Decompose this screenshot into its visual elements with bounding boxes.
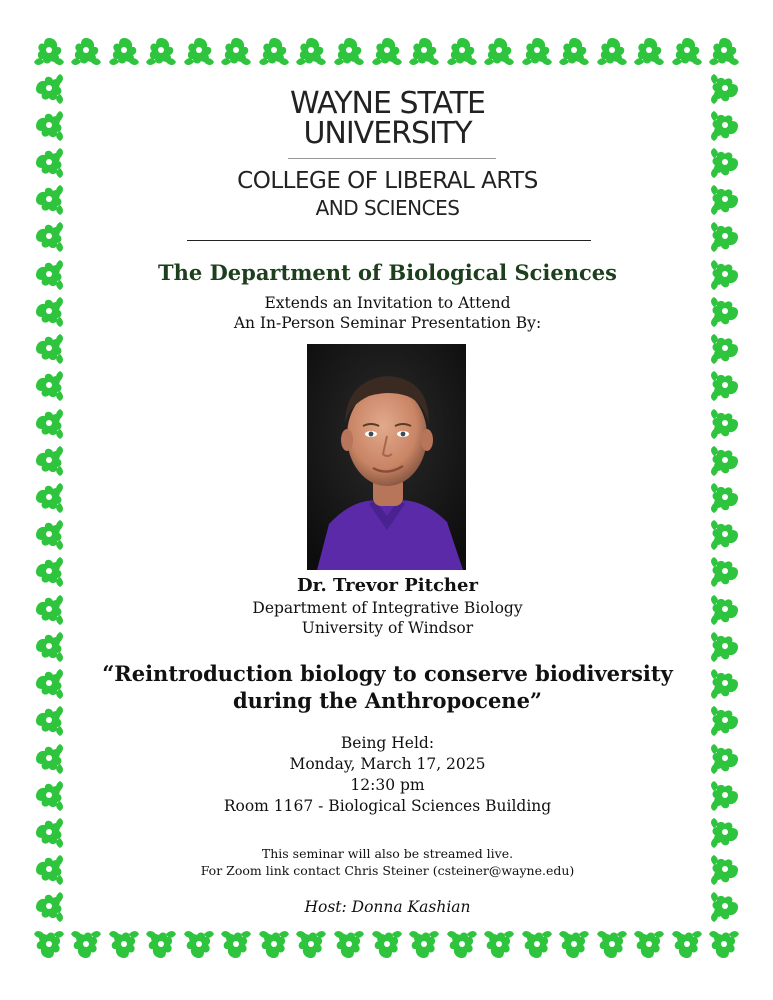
flower-vine-icon — [32, 928, 66, 962]
flower-vine-icon — [632, 34, 666, 68]
speaker-name: Dr. Trevor Pitcher — [297, 575, 478, 596]
flower-vine-icon — [595, 34, 629, 68]
flower-vine-icon — [32, 295, 66, 329]
flower-vine-icon — [708, 890, 742, 924]
stream-note: This seminar will also be streamed live. — [261, 846, 514, 861]
flower-vine-icon — [32, 146, 66, 180]
flower-vine-icon — [557, 928, 591, 962]
flower-vine-icon — [370, 928, 404, 962]
flower-vine-icon — [708, 407, 742, 441]
flower-vine-icon — [32, 444, 66, 478]
flower-vine-icon — [32, 332, 66, 366]
event-label: Being Held: — [340, 734, 435, 752]
flower-vine-icon — [445, 928, 479, 962]
talk-title-line2: during the Anthropocene” — [232, 688, 543, 713]
flower-vine-icon — [32, 34, 66, 68]
flower-vine-icon — [144, 34, 178, 68]
flower-vine-icon — [219, 928, 253, 962]
flower-vine-icon — [708, 481, 742, 515]
university-logo-line1: WAYNE STATE — [290, 86, 485, 121]
flower-vine-icon — [257, 34, 291, 68]
flower-vine-icon — [32, 555, 66, 589]
zoom-contact: For Zoom link contact Chris Steiner (csteiner@wayne.edu) — [200, 863, 575, 878]
flower-vine-icon — [32, 109, 66, 143]
flower-vine-icon — [32, 704, 66, 738]
flower-vine-icon — [708, 593, 742, 627]
event-location: Room 1167 - Biological Sciences Building — [223, 797, 552, 815]
flower-vine-icon — [482, 928, 516, 962]
speaker-photo — [307, 344, 466, 570]
flower-vine-icon — [219, 34, 253, 68]
event-time: 12:30 pm — [350, 776, 425, 794]
flower-vine-icon — [32, 890, 66, 924]
flower-vine-icon — [32, 853, 66, 887]
flower-vine-icon — [670, 928, 704, 962]
flower-vine-icon — [32, 518, 66, 552]
flower-vine-icon — [182, 928, 216, 962]
university-logo-line2: UNIVERSITY — [303, 116, 472, 151]
flower-vine-icon — [708, 779, 742, 813]
flower-vine-icon — [407, 34, 441, 68]
flower-vine-icon — [32, 369, 66, 403]
flower-vine-icon — [32, 183, 66, 217]
flower-vine-icon — [294, 34, 328, 68]
flower-vine-icon — [482, 34, 516, 68]
flower-vine-icon — [670, 34, 704, 68]
flower-vine-icon — [708, 369, 742, 403]
flower-vine-icon — [708, 630, 742, 664]
invitation-line1: Extends an Invitation to Attend — [264, 294, 511, 312]
flower-vine-icon — [520, 928, 554, 962]
speaker-portrait-icon — [307, 344, 466, 570]
flower-vine-icon — [708, 555, 742, 589]
speaker-department: Department of Integrative Biology — [252, 599, 523, 617]
flower-vine-icon — [595, 928, 629, 962]
flower-vine-icon — [32, 481, 66, 515]
flower-vine-icon — [32, 407, 66, 441]
flower-vine-icon — [32, 258, 66, 292]
invitation-line2: An In-Person Seminar Presentation By: — [233, 314, 542, 332]
department-heading: The Department of Biological Sciences — [158, 260, 617, 285]
flower-vine-icon — [707, 34, 741, 68]
flower-vine-icon — [708, 72, 742, 106]
flower-vine-icon — [557, 34, 591, 68]
border-bottom — [30, 926, 743, 966]
flower-vine-icon — [32, 72, 66, 106]
flower-vine-icon — [707, 928, 741, 962]
flower-vine-icon — [407, 928, 441, 962]
flower-vine-icon — [708, 518, 742, 552]
flower-vine-icon — [294, 928, 328, 962]
flower-vine-icon — [520, 34, 554, 68]
logo-divider — [288, 158, 496, 159]
flower-vine-icon — [69, 928, 103, 962]
host-name: Host: Donna Kashian — [304, 898, 471, 916]
flower-vine-icon — [370, 34, 404, 68]
speaker-institution: University of Windsor — [301, 619, 474, 637]
flower-vine-icon — [708, 183, 742, 217]
flower-vine-icon — [32, 593, 66, 627]
flower-vine-icon — [332, 928, 366, 962]
event-date: Monday, March 17, 2025 — [289, 755, 486, 773]
flower-vine-icon — [708, 295, 742, 329]
flower-vine-icon — [632, 928, 666, 962]
flower-vine-icon — [708, 853, 742, 887]
flower-vine-icon — [708, 816, 742, 850]
flower-vine-icon — [445, 34, 479, 68]
flower-vine-icon — [32, 779, 66, 813]
border-left — [30, 70, 68, 926]
flower-vine-icon — [32, 220, 66, 254]
header-separator — [187, 240, 591, 241]
flower-vine-icon — [32, 630, 66, 664]
flower-vine-icon — [32, 742, 66, 776]
flower-vine-icon — [144, 928, 178, 962]
flower-vine-icon — [708, 220, 742, 254]
border-top — [30, 32, 743, 70]
flower-vine-icon — [257, 928, 291, 962]
flower-vine-icon — [708, 332, 742, 366]
flower-vine-icon — [708, 109, 742, 143]
flower-vine-icon — [32, 816, 66, 850]
flower-vine-icon — [708, 444, 742, 478]
flower-vine-icon — [107, 34, 141, 68]
flower-vine-icon — [708, 146, 742, 180]
college-name-line1: COLLEGE OF LIBERAL ARTS — [237, 168, 538, 194]
flower-vine-icon — [182, 34, 216, 68]
flower-vine-icon — [332, 34, 366, 68]
college-name-line2: AND SCIENCES — [315, 196, 460, 220]
talk-title-line1: “Reintroduction biology to conserve biodiversity — [102, 661, 673, 686]
border-right — [706, 70, 744, 926]
flower-vine-icon — [708, 258, 742, 292]
flower-vine-icon — [708, 742, 742, 776]
flower-vine-icon — [708, 667, 742, 701]
flower-vine-icon — [32, 667, 66, 701]
flower-vine-icon — [69, 34, 103, 68]
flower-vine-icon — [107, 928, 141, 962]
flower-vine-icon — [708, 704, 742, 738]
